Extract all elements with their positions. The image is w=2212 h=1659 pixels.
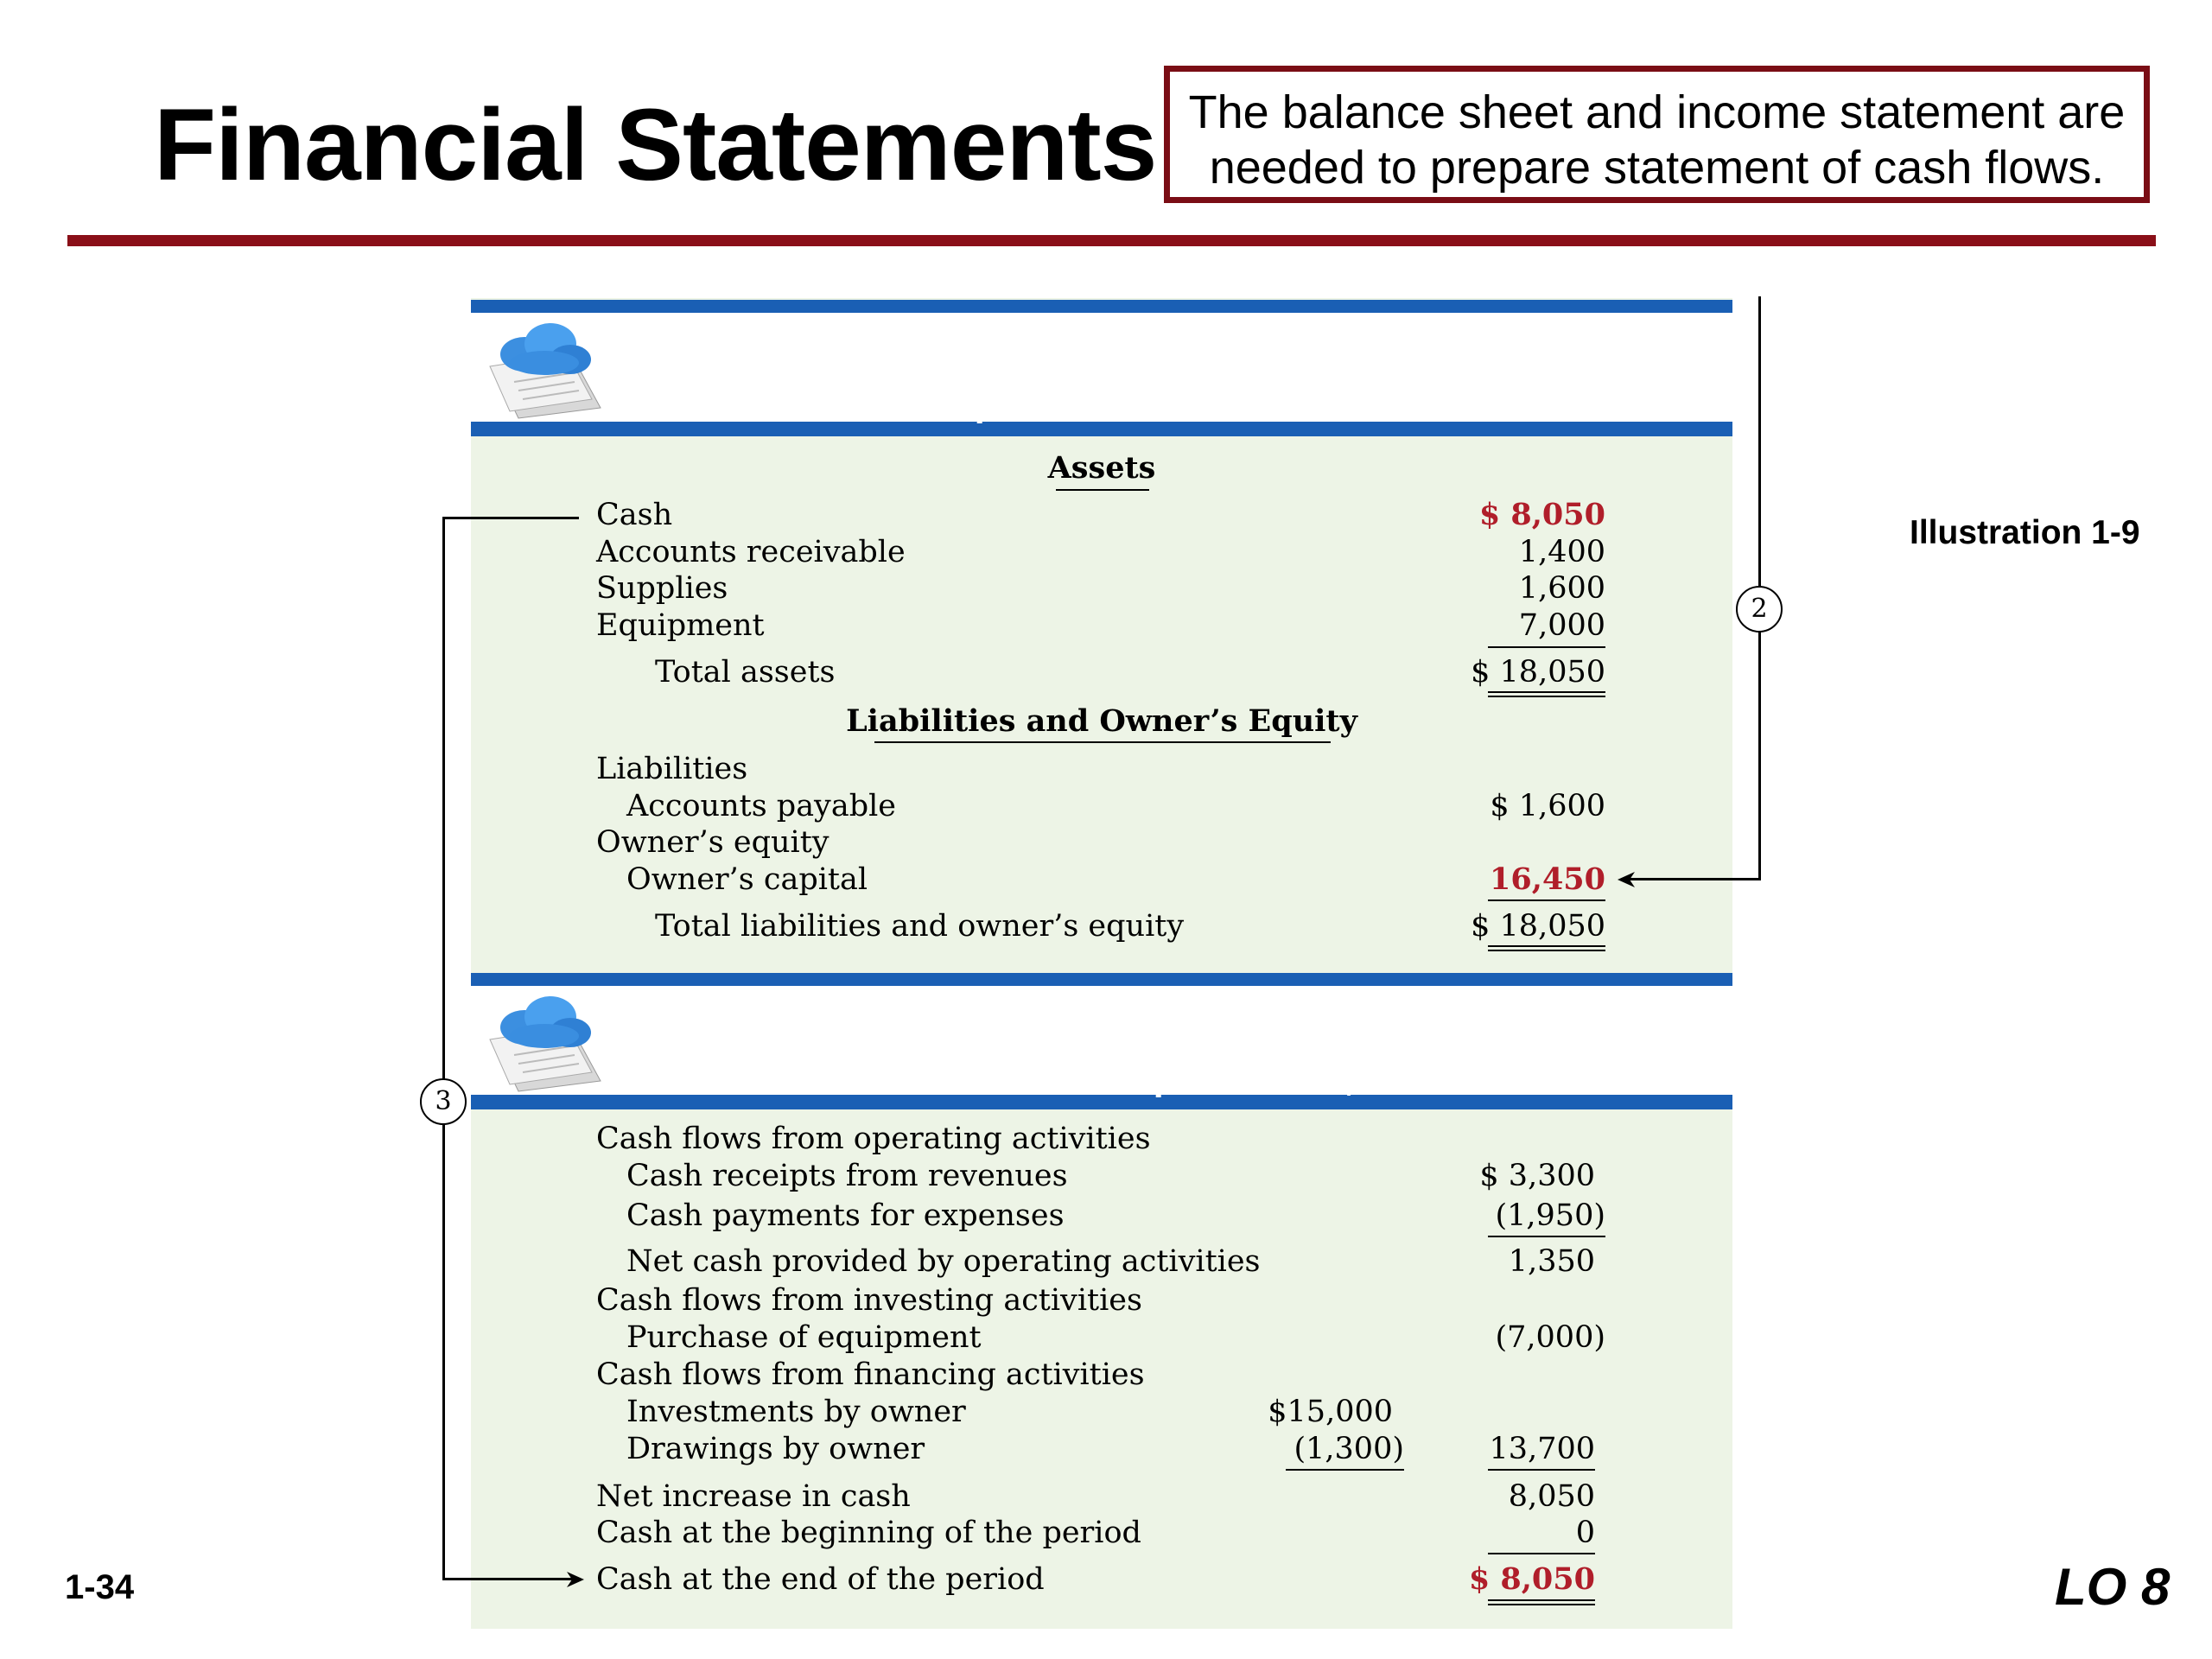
liabilities-equity-underline <box>874 741 1331 743</box>
total-assets-amount: $ 18,050 <box>1471 655 1605 690</box>
balance-sheet-header <box>471 300 1732 436</box>
beginning-cash-label: Cash at the beginning of the period <box>596 1516 1141 1550</box>
operating-subtotal-rule <box>1488 1236 1605 1237</box>
equity-subtotal-rule <box>1488 899 1605 901</box>
investing-heading: Cash flows from investing activities <box>596 1283 1142 1318</box>
connector-2-circle: 2 <box>1736 586 1783 632</box>
asset-amount-equipment: 7,000 <box>1518 608 1605 643</box>
connector-3-vertical <box>442 517 445 1580</box>
connector-3-top-horizontal <box>442 517 579 519</box>
cf-statement-name: Statement of Cash Flows <box>895 1023 1308 1058</box>
drawings-amount: (1,300) <box>1294 1432 1404 1466</box>
cash-flows-header <box>471 973 1732 1109</box>
bs-statement-name: Balance Sheet <box>983 350 1220 385</box>
net-financing-amount: 13,700 <box>1489 1432 1595 1466</box>
total-le-amount: $ 18,050 <box>1471 909 1605 944</box>
owners-equity-label: Owner’s equity <box>596 825 830 860</box>
callout-line-1: The balance sheet and income statement are <box>1188 86 2126 138</box>
connector-2-horizontal <box>1629 878 1761 880</box>
ending-cash-label: Cash at the end of the period <box>596 1562 1045 1597</box>
beginning-cash-rule <box>1488 1553 1595 1554</box>
investments-amount: $15,000 <box>1268 1395 1393 1429</box>
arrowhead-right-icon <box>565 1569 586 1590</box>
liabilities-label: Liabilities <box>596 752 748 786</box>
bs-date: September 30, 2014 <box>933 391 1270 425</box>
assets-heading-underline <box>1056 489 1149 491</box>
learning-objective: LO 8 <box>2055 1558 2171 1616</box>
connector-3-circle: 3 <box>420 1078 467 1125</box>
connector-3-bottom-horizontal <box>442 1578 576 1580</box>
asset-label-ar: Accounts receivable <box>596 535 906 569</box>
financing-heading: Cash flows from financing activities <box>596 1357 1145 1392</box>
payments-amount: (1,950) <box>1495 1198 1605 1233</box>
total-le-double-rule <box>1488 945 1605 951</box>
callout-line-2: needed to prepare statement of cash flows. <box>1209 142 2105 194</box>
arrowhead-left-icon <box>1616 869 1637 890</box>
payments-label: Cash payments for expenses <box>626 1198 1065 1233</box>
operating-heading: Cash flows from operating activities <box>596 1122 1151 1156</box>
cf-period: For the Month Ended September 30, 2014 <box>754 1065 1449 1099</box>
receipts-amount: $ 3,300 <box>1479 1159 1595 1193</box>
receipts-label: Cash receipts from revenues <box>626 1159 1068 1193</box>
bs-company: SOFTBYTE <box>1014 308 1189 343</box>
asset-label-equipment: Equipment <box>596 608 765 643</box>
net-operating-label: Net cash provided by operating activities <box>626 1244 1261 1279</box>
asset-amount-ar: 1,400 <box>1518 535 1605 569</box>
asset-label-supplies: Supplies <box>596 571 728 606</box>
title-rule <box>67 235 2156 246</box>
assets-heading: Assets <box>1047 450 1156 486</box>
cf-company: SOFTBYTE <box>1014 982 1189 1016</box>
page-number: 1-34 <box>65 1568 135 1606</box>
net-increase-label: Net increase in cash <box>596 1479 911 1514</box>
equipment-purchase-label: Purchase of equipment <box>626 1320 982 1355</box>
total-assets-label: Total assets <box>655 655 836 690</box>
investments-label: Investments by owner <box>626 1395 966 1429</box>
net-operating-amount: 1,350 <box>1508 1244 1595 1279</box>
beginning-cash-amount: 0 <box>1575 1516 1595 1550</box>
ending-cash-amount: $ 8,050 <box>1468 1561 1595 1597</box>
illustration-label: Illustration 1-9 <box>1910 514 2140 551</box>
total-le-label: Total liabilities and owner’s equity <box>655 909 1185 944</box>
liabilities-equity-heading: Liabilities and Owner’s Equity <box>846 703 1357 739</box>
assets-subtotal-rule <box>1488 646 1605 648</box>
owners-capital-amount: 16,450 <box>1490 861 1605 897</box>
slide-title: Financial Statements <box>154 88 1157 202</box>
accounts-payable-amount: $ 1,600 <box>1490 789 1605 823</box>
callout-box <box>1164 66 2150 203</box>
asset-amount-supplies: 1,600 <box>1518 571 1605 606</box>
net-increase-amount: 8,050 <box>1508 1479 1595 1514</box>
ending-cash-double-rule <box>1488 1599 1595 1605</box>
total-assets-double-rule <box>1488 691 1605 697</box>
owners-capital-label: Owner’s capital <box>626 862 868 897</box>
financing-subtotal-rule <box>1488 1469 1595 1471</box>
equipment-purchase-amount: (7,000) <box>1495 1320 1605 1355</box>
accounts-payable-label: Accounts payable <box>626 789 897 823</box>
financing-items-rule <box>1286 1469 1404 1471</box>
drawings-label: Drawings by owner <box>626 1432 925 1466</box>
asset-label-cash: Cash <box>596 498 673 532</box>
asset-amount-cash: $ 8,050 <box>1478 497 1605 532</box>
